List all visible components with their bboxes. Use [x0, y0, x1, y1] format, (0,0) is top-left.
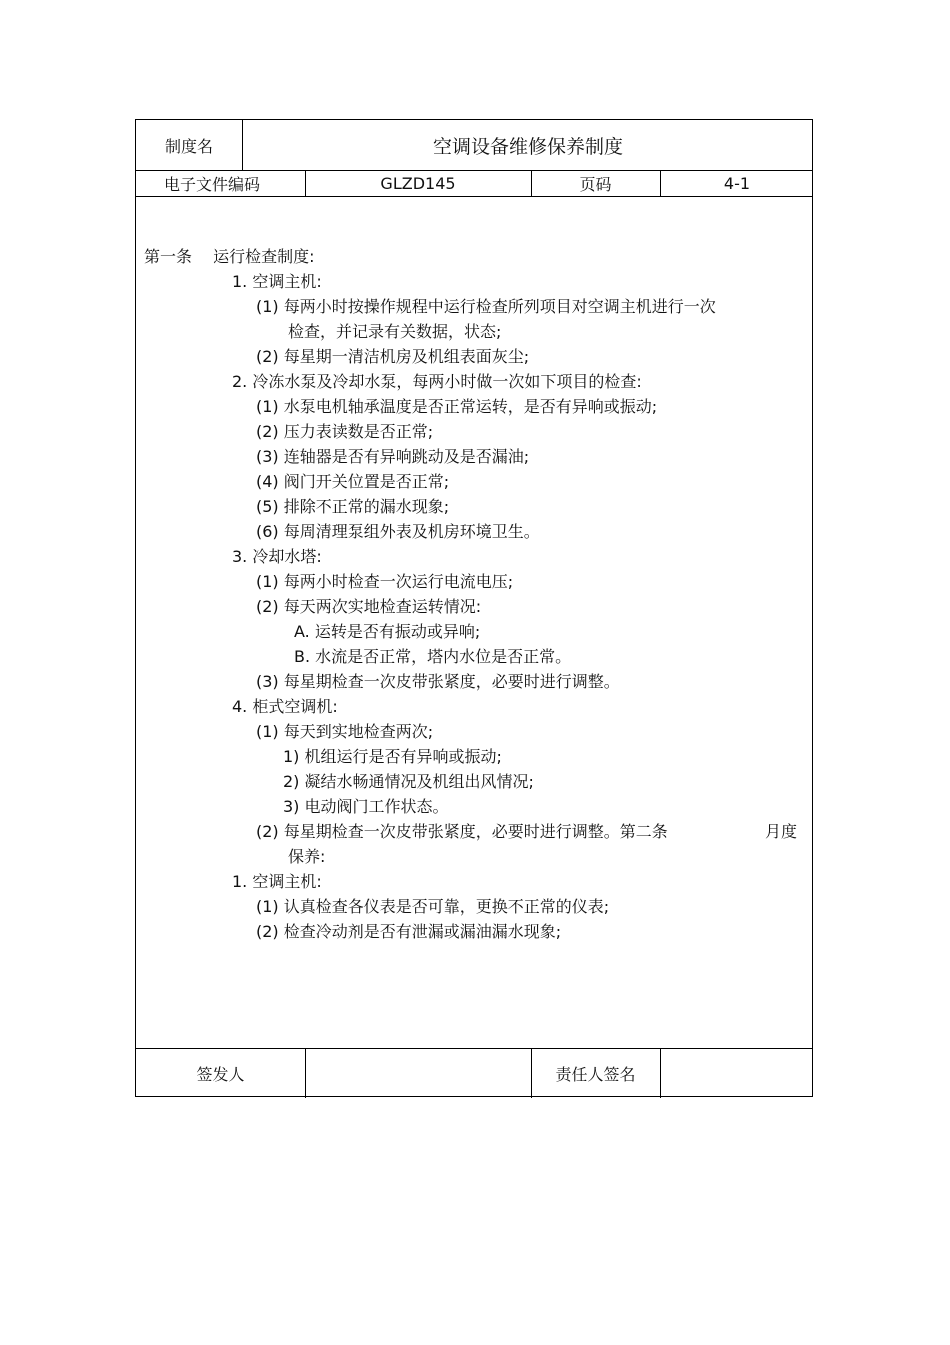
document-table — [135, 119, 813, 1097]
list-item: (3) 每星期检查一次皮带张紧度，必要时进行调整。 — [256, 672, 620, 691]
sub-list-item: 2) 凝结水畅通情况及机组出风情况; — [283, 772, 534, 791]
file-code-value: GLZD145 — [380, 173, 456, 193]
list-item: (2) 检查冷动剂是否有泄漏或漏油漏水现象; — [256, 922, 562, 941]
section-heading: 3. 冷却水塔: — [232, 547, 322, 566]
list-item-continuation: 保养: — [288, 847, 326, 866]
sub-list-item: 1) 机组运行是否有异响或振动; — [283, 747, 502, 766]
list-item: (2) 压力表读数是否正常; — [256, 422, 434, 441]
list-item: (1) 每两小时检查一次运行电流电压; — [256, 572, 514, 591]
list-item: (2) 每星期检查一次皮带张紧度，必要时进行调整。第二条 — [256, 822, 668, 841]
row-divider — [136, 196, 812, 197]
list-item: (1) 水泵电机轴承温度是否正常运转，是否有异响或振动; — [256, 397, 658, 416]
list-item: (1) 每天到实地检查两次; — [256, 722, 434, 741]
list-item: (5) 排除不正常的漏水现象; — [256, 497, 450, 516]
list-item: (4) 阀门开关位置是否正常; — [256, 472, 450, 491]
policy-title: 空调设备维修保养制度 — [432, 135, 623, 158]
section-heading: 1. 空调主机: — [232, 872, 322, 891]
list-item-continuation: 检查，并记录有关数据，状态; — [288, 322, 502, 341]
article-heading: 第一条 运行检查制度: — [144, 247, 315, 266]
page-value: 4-1 — [723, 173, 751, 193]
page-label: 页码 — [579, 174, 612, 194]
sub-list-item: B. 水流是否正常，塔内水位是否正常。 — [294, 647, 572, 666]
issuer-signature-field — [305, 1048, 531, 1098]
responsible-signature-field — [660, 1048, 814, 1098]
list-item: (2) 每天两次实地检查运转情况: — [256, 597, 482, 616]
policy-name-label: 制度名 — [164, 136, 213, 156]
list-item: (2) 每星期一清洁机房及机组表面灰尘; — [256, 347, 530, 366]
list-item: (1) 每两小时按操作规程中运行检查所列项目对空调主机进行一次 — [256, 297, 716, 316]
responsible-label: 责任人签名 — [555, 1064, 636, 1084]
file-code-label: 电子文件编码 — [164, 174, 261, 194]
section-heading: 4. 柜式空调机: — [232, 697, 338, 716]
sub-list-item: A. 运转是否有振动或异响; — [294, 622, 481, 641]
list-item: (1) 认真检查各仪表是否可靠，更换不正常的仪表; — [256, 897, 610, 916]
article-heading-continued: 月度 — [765, 822, 798, 841]
issuer-label: 签发人 — [196, 1064, 245, 1084]
section-heading: 1. 空调主机: — [232, 272, 322, 291]
sub-list-item: 3) 电动阀门工作状态。 — [283, 797, 449, 816]
section-heading: 2. 冷冻水泵及冷却水泵，每两小时做一次如下项目的检查: — [232, 372, 642, 391]
list-item: (6) 每周清理泵组外表及机房环境卫生。 — [256, 522, 540, 541]
list-item: (3) 连轴器是否有异响跳动及是否漏油; — [256, 447, 530, 466]
